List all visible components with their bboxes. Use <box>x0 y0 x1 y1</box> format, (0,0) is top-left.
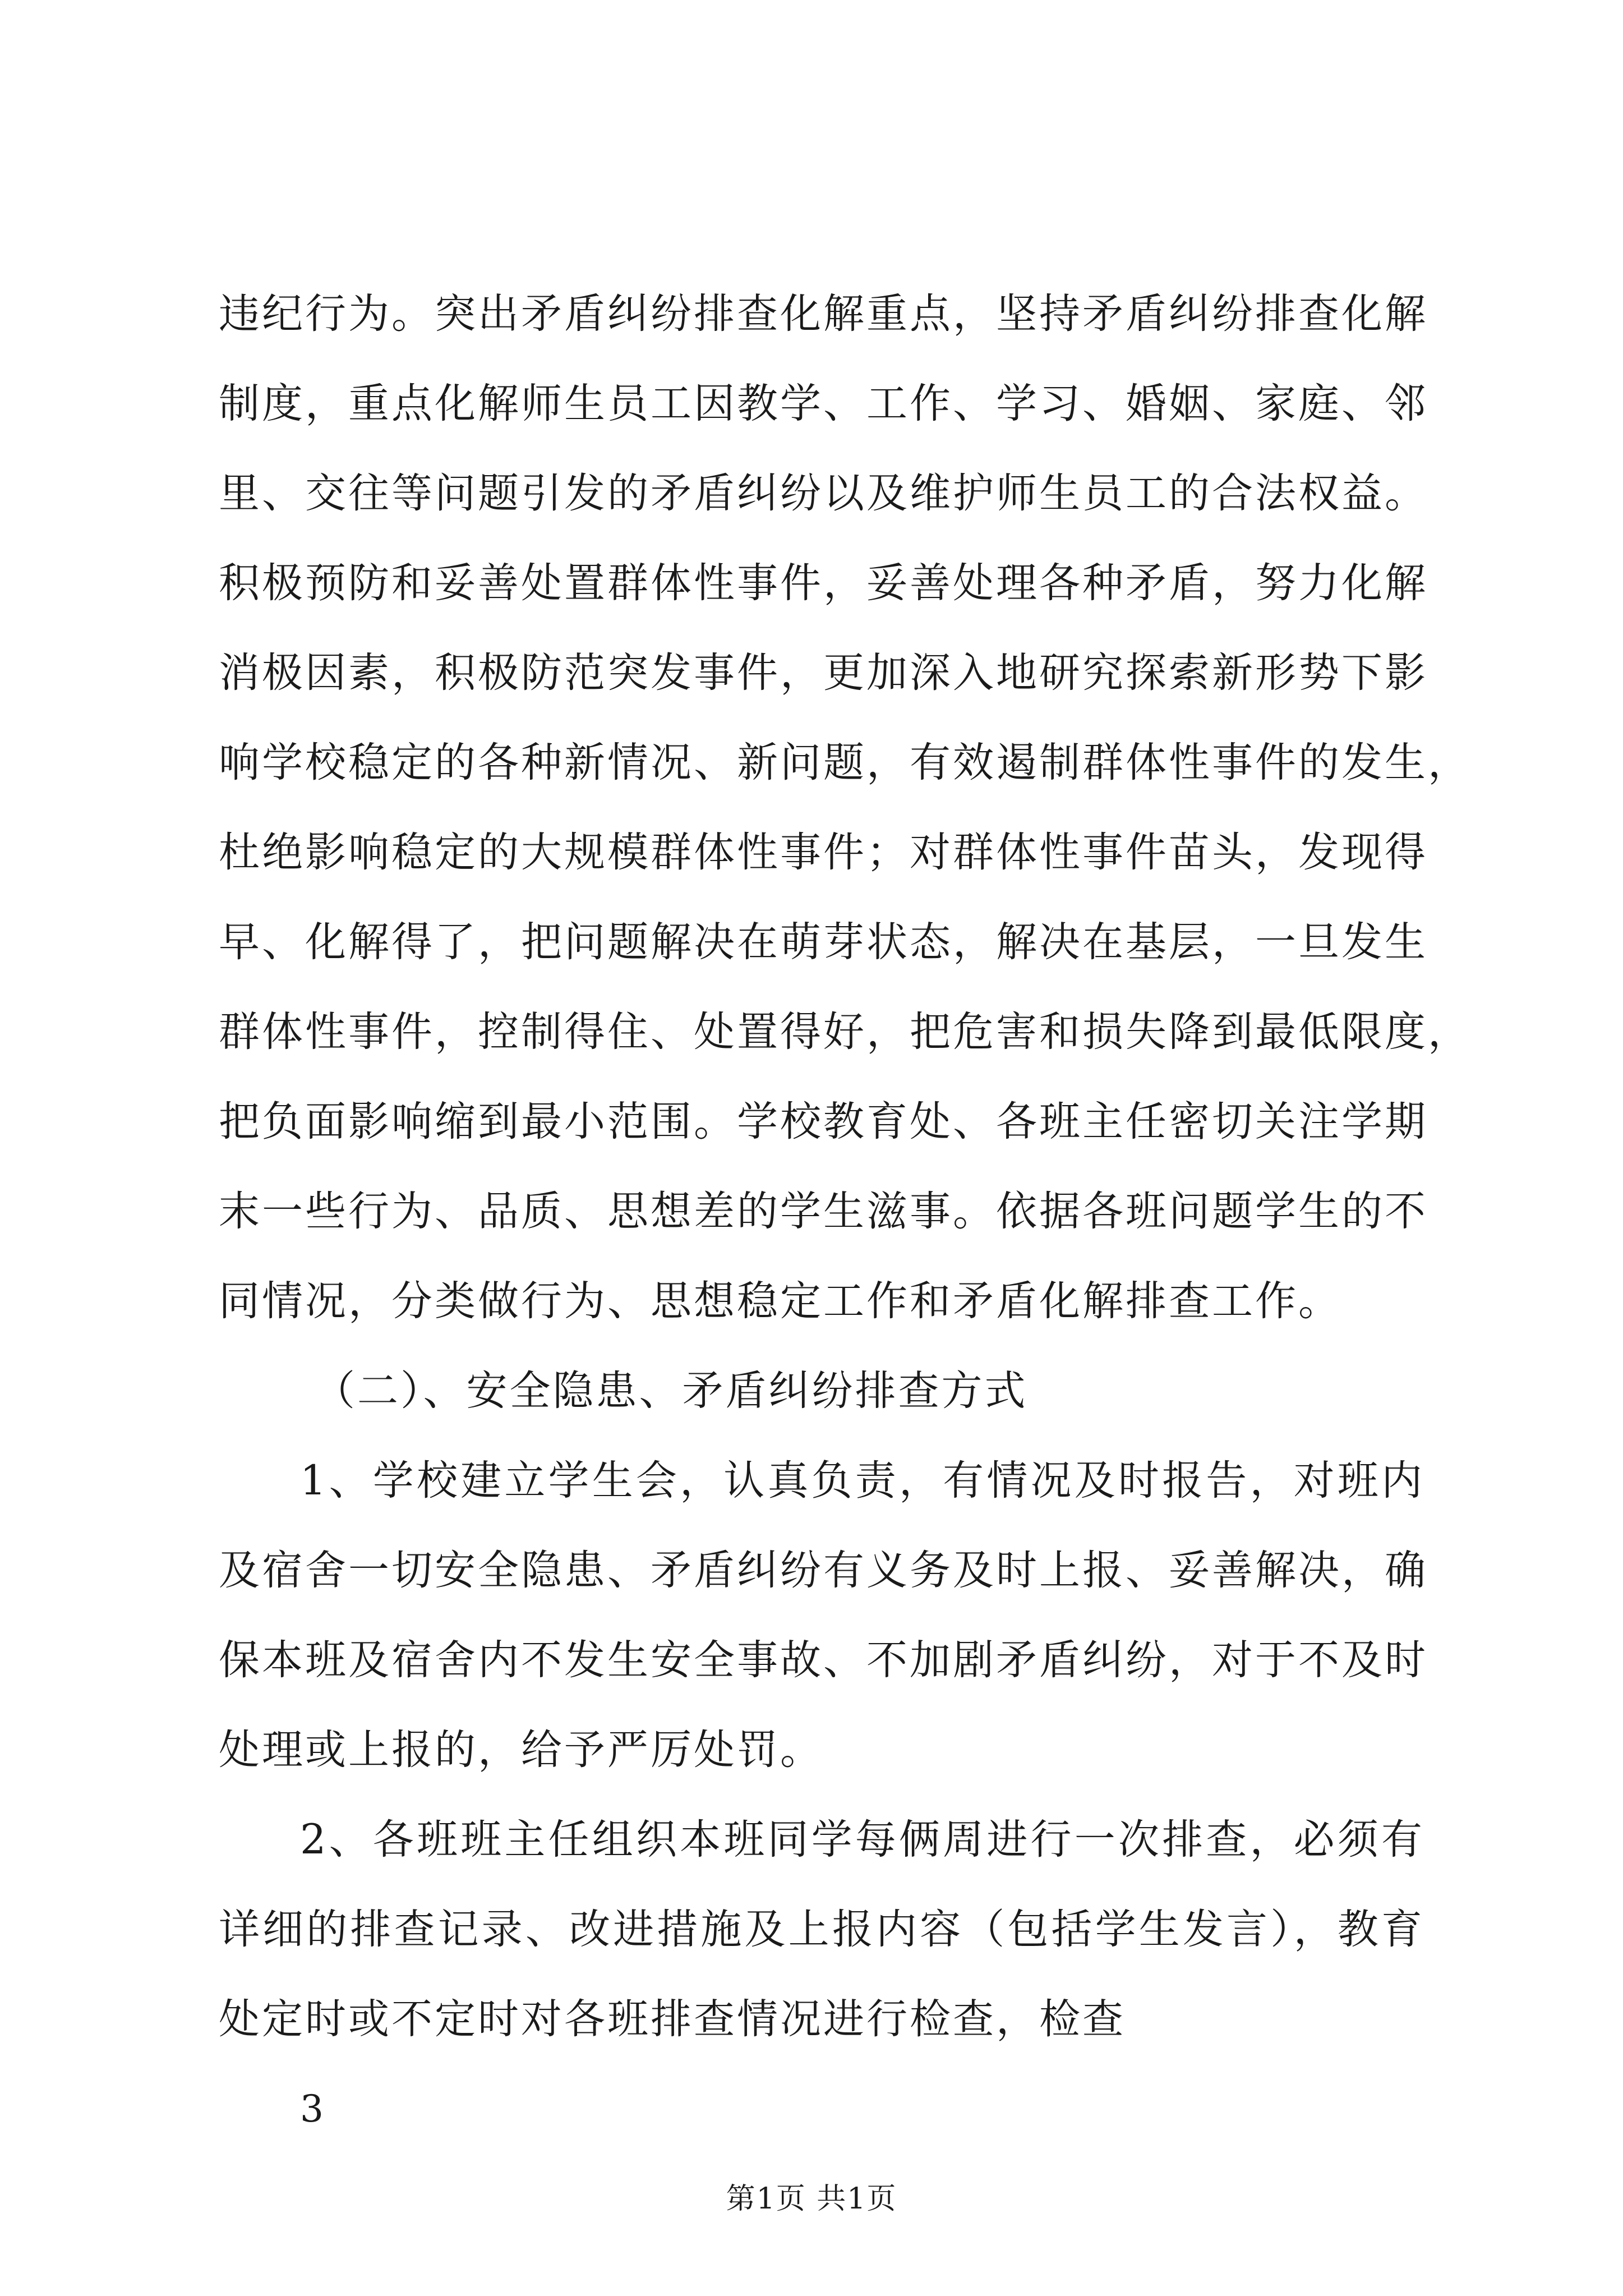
body-text-line: 末一些行为、品质、思想差的学生滋事。依据各班问题学生的不 <box>219 1188 1428 1235</box>
body-text-line: 2、各班班主任组织本班同学每俩周进行一次排查，必须有 <box>300 1816 1424 1864</box>
body-text-line: 详细的排查记录、改进措施及上报内容（包括学生发言），教育 <box>219 1906 1424 1953</box>
inline-page-number: 3 <box>300 2087 324 2131</box>
body-text-line: 1、学校建立学生会，认真负责，有情况及时报告，对班内 <box>300 1457 1424 1504</box>
body-text-line: 制度，重点化解师生员工因教学、工作、学习、婚姻、家庭、邻 <box>219 380 1428 427</box>
body-text-line: 违纪行为。突出矛盾纠纷排查化解重点，坚持矛盾纠纷排查化解 <box>219 290 1428 338</box>
body-text-line: 早、化解得了，把问题解决在萌芽状态，解决在基层，一旦发生 <box>219 918 1428 966</box>
body-text-line: 积极预防和妥善处置群体性事件，妥善处理各种矛盾，努力化解 <box>219 559 1428 607</box>
body-text-line: 消极因素，积极防范突发事件，更加深入地研究探索新形势下影 <box>219 649 1428 697</box>
section-heading: （二）、安全隐患、矛盾纠纷排查方式 <box>314 1367 1028 1415</box>
body-text-line: 把负面影响缩到最小范围。学校教育处、各班主任密切关注学期 <box>219 1098 1428 1145</box>
page-footer: 第1页 共1页 <box>726 2182 897 2216</box>
body-text-line: 及宿舍一切安全隐患、矛盾纠纷有义务及时上报、妥善解决，确 <box>219 1547 1428 1594</box>
body-text-line: 响学校稳定的各种新情况、新问题，有效遏制群体性事件的发生， <box>219 739 1471 786</box>
body-text-line: 同情况，分类做行为、思想稳定工作和矛盾化解排查工作。 <box>219 1277 1341 1325</box>
body-text-line: 保本班及宿舍内不发生安全事故、不加剧矛盾纠纷，对于不及时 <box>219 1636 1428 1684</box>
body-text-line: 处理或上报的，给予严厉处罚。 <box>219 1726 823 1774</box>
body-text-line: 处定时或不定时对各班排查情况进行检查，检查 <box>219 1995 1126 2043</box>
body-text-line: 里、交往等问题引发的矛盾纠纷以及维护师生员工的合法权益。 <box>219 470 1428 517</box>
body-text-line: 群体性事件，控制得住、处置得好，把危害和损失降到最低限度， <box>219 1008 1471 1056</box>
body-text-line: 杜绝影响稳定的大规模群体性事件；对群体性事件苗头，发现得 <box>219 829 1428 876</box>
